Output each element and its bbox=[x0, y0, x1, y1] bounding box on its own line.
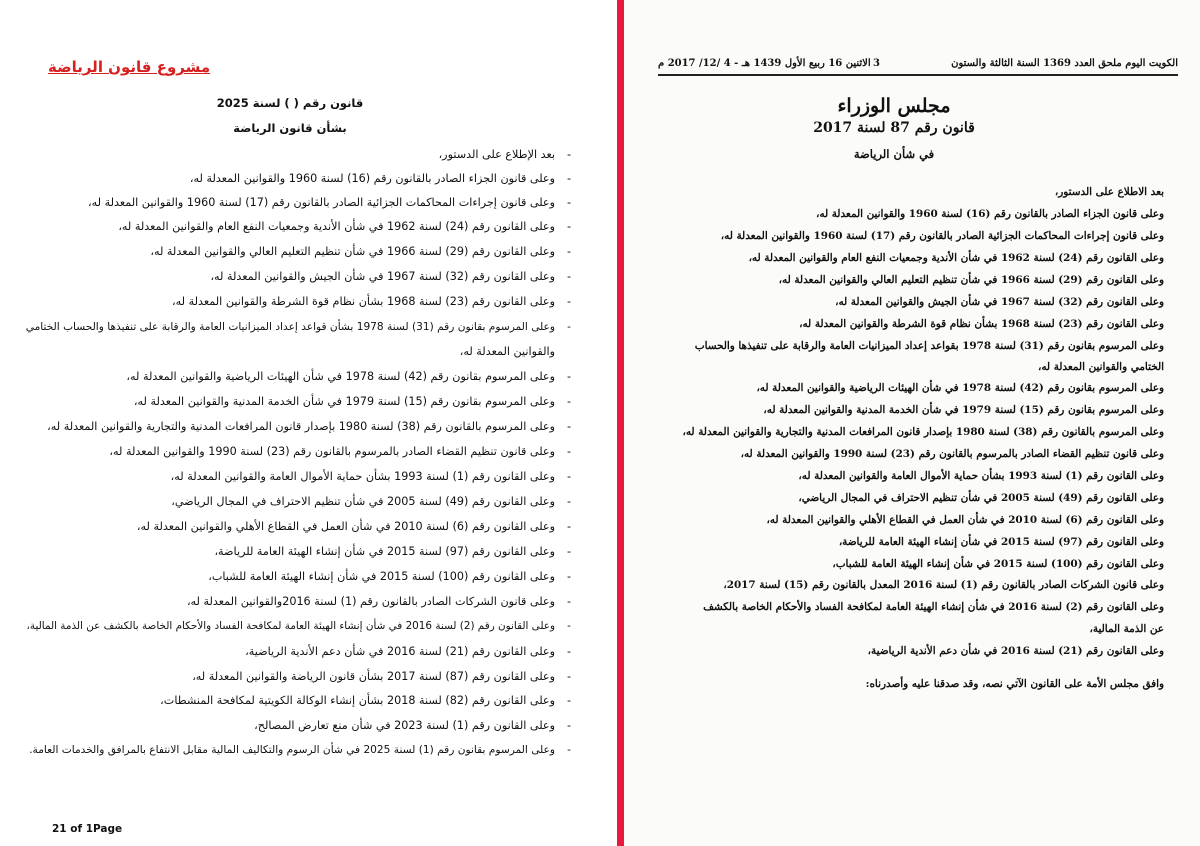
approval-statement: وافق مجلس الأمة على القانون الآتي نصه، وقد صدقنا عليه وأصدرناه: bbox=[865, 678, 1164, 690]
preamble-line: -وعلى القانون رقم (1) لسنة 2023 في شأن منع تعارض المصالح، bbox=[254, 719, 572, 732]
preamble-line: -وعلى القانون رقم (82) لسنة 2018 بشأن إنشاء الوكالة الكويتية لمكافحة المنشطات، bbox=[160, 694, 572, 707]
preamble-line: -وعلى القانون رقم (23) لسنة 1968 بشأن نظام قوة الشرطة والقوانين المعدلة له، bbox=[172, 295, 572, 308]
law-subject: في شأن الرياضة bbox=[853, 147, 935, 161]
preamble-line: -وعلى القانون رقم (97) لسنة 2015 في شأن إنشاء الهيئة العامة للرياضة، bbox=[214, 545, 572, 558]
gazette-header bbox=[658, 58, 1178, 76]
preamble-line: -وعلى القانون رقم (87) لسنة 2017 بشأن قانون الرياضة والقوانين المعدلة له، bbox=[192, 670, 572, 683]
preamble-line: وعلى القانون رقم (21) لسنة 2016 في شأن دعم الأندية الرياضية، bbox=[867, 645, 1164, 657]
preamble-line: وعلى قانون إجراءات المحاكمات الجزائية الصادر بالقانون رقم (17) لسنة 1960 والقوانين المعدلة له، bbox=[720, 230, 1164, 242]
preamble-line: -وعلى قانون الجزاء الصادر بالقانون رقم (16) لسنة 1960 والقوانين المعدلة له، bbox=[189, 172, 572, 185]
gazette-page bbox=[624, 0, 1200, 846]
preamble-line-continuation: والقوانين المعدلة له، bbox=[459, 345, 555, 358]
preamble-line: -وعلى المرسوم بقانون رقم (31) لسنة 1978 بشأن قواعد إعداد الميزانيات العامة والرقابة على تنفيذها والحساب الختامي bbox=[25, 321, 571, 333]
preamble-line: وعلى القانون رقم (2) لسنة 2016 في شأن إنشاء الهيئة العامة لمكافحة الفساد والأحكام الخاصة بالكشف bbox=[703, 601, 1164, 613]
preamble-line: -وعلى القانون رقم (24) لسنة 1962 في شأن الأندية وجمعيات النفع العام والقوانين المعدلة له، bbox=[118, 220, 572, 233]
preamble-line: -وعلى القانون رقم (1) لسنة 1993 بشأن حماية الأموال العامة والقوانين المعدلة له، bbox=[170, 470, 572, 483]
council-title: مجلس الوزراء bbox=[837, 95, 951, 117]
preamble-line: وعلى القانون رقم (32) لسنة 1967 في شأن الجيش والقوانين المعدلة له، bbox=[835, 296, 1164, 308]
preamble-line: وعلى القانون رقم (1) لسنة 1993 بشأن حماية الأموال العامة والقوانين المعدلة له، bbox=[798, 470, 1164, 482]
preamble-line: -وعلى قانون إجراءات المحاكمات الجزائية الصادر بالقانون رقم (17) لسنة 1960 والقوانين المعدلة له، bbox=[88, 196, 572, 209]
draft-law-title: مشروع قانون الرياضة bbox=[48, 58, 211, 76]
draft-law-subject: بشأن قانون الرياضة bbox=[233, 121, 347, 135]
preamble-line: وعلى قانون الجزاء الصادر بالقانون رقم (16) لسنة 1960 والقوانين المعدلة له، bbox=[816, 208, 1164, 220]
law-number: قانون رقم 87 لسنة 2017 bbox=[813, 120, 975, 136]
preamble-line: -وعلى القانون رقم (49) لسنة 2005 في شأن تنظيم الاحتراف في المجال الرياضي، bbox=[171, 495, 572, 508]
preamble-line: وعلى القانون رقم (100) لسنة 2015 في شأن إنشاء الهيئة العامة للشباب، bbox=[832, 558, 1164, 570]
preamble-line: -وعلى القانون رقم (29) لسنة 1966 في شأن تنظيم التعليم العالي والقوانين المعدلة له، bbox=[150, 245, 572, 258]
preamble-line: -وعلى قانون الشركات الصادر بالقانون رقم (1) لسنة 2016والقوانين المعدلة له، bbox=[186, 595, 572, 608]
preamble-line: -وعلى المرسوم بالقانون رقم (38) لسنة 1980 بإصدار قانون المرافعات المدنية والتجارية والقوانين المعدلة له، bbox=[47, 420, 572, 433]
preamble-line: وعلى القانون رقم (24) لسنة 1962 في شأن الأندية وجمعيات النفع العام والقوانين المعدلة له، bbox=[748, 252, 1164, 264]
preamble-line: وعلى القانون رقم (29) لسنة 1966 في شأن تنظيم التعليم العالي والقوانين المعدلة له، bbox=[778, 274, 1164, 286]
preamble-line-continuation: الختامي والقوانين المعدلة له، bbox=[1037, 361, 1164, 373]
gazette-issue: الكويت اليوم ملحق العدد 1369 السنة الثالثة والستون bbox=[951, 58, 1178, 69]
gazette-page-number: 3 bbox=[873, 58, 880, 69]
preamble-line: وعلى المرسوم بالقانون رقم (38) لسنة 1980 بإصدار قانون المرافعات المدنية والتجارية والقوانين المعدلة له، bbox=[682, 426, 1164, 438]
preamble-line: -وعلى المرسوم بقانون رقم (1) لسنة 2025 في شأن الرسوم والتكاليف المالية مقابل الانتفاع بالمرافق والخدمات العامة. bbox=[29, 744, 571, 756]
page-divider bbox=[617, 0, 624, 846]
preamble-line: وعلى القانون رقم (97) لسنة 2015 في شأن إنشاء الهيئة العامة للرياضة، bbox=[838, 536, 1164, 548]
preamble-line: -وعلى المرسوم بقانون رقم (15) لسنة 1979 في شأن الخدمة المدنية والقوانين المعدلة له، bbox=[133, 395, 572, 408]
preamble-line: بعد الاطلاع على الدستور، bbox=[1054, 186, 1164, 198]
preamble-line: -بعد الإطلاع على الدستور، bbox=[438, 148, 572, 161]
preamble-line: وعلى المرسوم بقانون رقم (42) لسنة 1978 في شأن الهيئات الرياضية والقوانين المعدلة له، bbox=[756, 382, 1164, 394]
preamble-line: -وعلى القانون رقم (21) لسنة 2016 في شأن دعم الأندية الرياضية، bbox=[245, 645, 572, 658]
preamble-line: وعلى المرسوم بقانون رقم (31) لسنة 1978 بقواعد إعداد الميزانيات العامة والرقابة على تنفيذها والحساب bbox=[694, 340, 1164, 352]
preamble-line: وعلى القانون رقم (23) لسنة 1968 بشأن نظام قوة الشرطة والقوانين المعدلة له، bbox=[799, 318, 1164, 330]
preamble-line: وعلى القانون رقم (49) لسنة 2005 في شأن تنظيم الاحتراف في المجال الرياضي، bbox=[798, 492, 1164, 504]
preamble-line: وعلى قانون تنظيم القضاء الصادر بالمرسوم بالقانون رقم (23) لسنة 1990 والقوانين المعدلة له، bbox=[740, 448, 1164, 460]
page-footer: 21 of 1Page bbox=[52, 823, 123, 835]
preamble-line: وعلى القانون رقم (6) لسنة 2010 في شأن العمل في القطاع الأهلي والقوانين المعدلة له، bbox=[766, 514, 1164, 526]
draft-law-number: قانون رقم ( ) لسنة 2025 bbox=[216, 96, 364, 110]
preamble-line-continuation: عن الذمة المالية، bbox=[1089, 623, 1164, 635]
preamble-line: -وعلى القانون رقم (100) لسنة 2015 في شأن إنشاء الهيئة العامة للشباب، bbox=[208, 570, 572, 583]
preamble-line: -وعلى القانون رقم (6) لسنة 2010 في شأن العمل في القطاع الأهلي والقوانين المعدلة له، bbox=[136, 520, 572, 533]
preamble-line: وعلى قانون الشركات الصادر بالقانون رقم (1) لسنة 2016 المعدل بالقانون رقم (15) لسنة 2017، bbox=[723, 579, 1164, 591]
preamble-line: -وعلى القانون رقم (32) لسنة 1967 في شأن الجيش والقوانين المعدلة له، bbox=[210, 270, 572, 283]
preamble-line: وعلى المرسوم بقانون رقم (15) لسنة 1979 في شأن الخدمة المدنية والقوانين المعدلة له، bbox=[763, 404, 1164, 416]
preamble-line: -وعلى قانون تنظيم القضاء الصادر بالمرسوم بالقانون رقم (23) لسنة 1990 والقوانين المعدلة له، bbox=[109, 445, 572, 458]
preamble-line: -وعلى القانون رقم (2) لسنة 2016 في شأن إنشاء الهيئة العامة لمكافحة الفساد والأحكام الخاصة بالكشف عن الذمة المالية، bbox=[26, 620, 571, 632]
gazette-date: الاثنين 16 ربيع الأول 1439 هـ - 4 /12/ 2017 م bbox=[658, 58, 871, 69]
preamble-line: -وعلى المرسوم بقانون رقم (42) لسنة 1978 في شأن الهيئات الرياضية والقوانين المعدلة له، bbox=[126, 370, 572, 383]
